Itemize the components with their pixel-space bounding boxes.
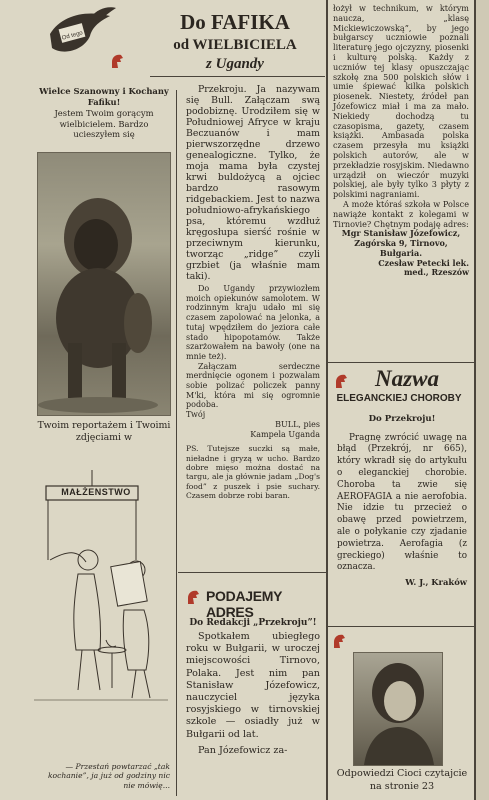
section-divider [328, 362, 474, 363]
horse-ornament-icon [330, 632, 348, 650]
letter-body-continued: Pan Józefowicz za- [198, 744, 288, 756]
letter-body: Spotkałem ubiegłego roku w Bułgarii, w uroczej miejscowości Tirnovo, Polaka. Jest nim pan Stanisław Józefowicz, nauczyciel języka rosyjskiego w tirnovskiej szkole — osiadły już w Bułgarii od lat. [186, 631, 320, 740]
footer-note: Odpowiedzi Cioci czytajcie na stronie 23 [336, 768, 468, 792]
address: Mgr Stanisław Józefowicz, Zagórska 9, Tirnovo, Bułgaria. [341, 228, 461, 258]
horse-ornament-icon [332, 372, 350, 390]
letter-salutation: Do Redakcji „Przekroju”! [189, 618, 317, 628]
horse-ornament-icon [108, 52, 126, 70]
signature-bull: BULL, pies Kampela Uganda [250, 420, 320, 440]
article-body-1: Przekroju. Ja nazywam się Bull. Załączam swą podobiznę. Urodziłem się w Południowej Afryce w kraju Beczuanów i mam pierwszorzędne drzewo genealogiczne. Tylko, że moja mama była czystej krwi buldożycą a ojciec bardzo rasowym ridgebackiem. Jest to nazwa południowo-afrykańskiego psa, któremu wzdłuż kręgosłupa sierść rośnie w przeciwnym kierunku, tworząc „ridge” czyli grzbiet (ja właśnie mam taki). [186, 84, 320, 282]
letter-body: Pragnę zwrócić uwagę na błąd (Przekrój, nr 665), który wkradł się do artykułu o eleganckiej chorobie. Choroba ta zwie się AEROFAGIA a nie aerofobia. Nie idzie tu przecież o obawę przed powietrzem, ale o połykanie czy zjadanie powietrza. Aerofagia (z greckiego) właśnie to oznacza. [337, 432, 467, 573]
article-intro: Jestem Twoim gorącym wielbicielem. Bardzo ucieszyłem się [54, 108, 154, 140]
section-divider [328, 626, 474, 627]
article-body-continued: łożył w technikum, w którym naucza, „klasę Mickiewiczowską”, by jego bułgarscy uczniowie poznali literaturę jego ojczyzny, piosenki i kulturę polską. Każdy z uczniów tej klasy opuszczając szkołę zna 500 polskich słów i umie śpiewać kilka polskich piosenek. Niestety, źródeł pan Józefowicz miał i ma za mało. Niekiedy dochodzą tu czasopisma, gazety, czasem książki. Ambasada polska czasem przesyła mu książki polskich autorów, ale w przekładzie rosyjskim. Niedawno urządził on wieczór muzyki polskiej, ale były tylko 3 płyty z polskimi nagraniami. [333, 3, 469, 200]
letter-signature: Czesław Petecki lek. med., Rzeszów [378, 257, 469, 278]
cartoon-sign: MAŁŻENSTWO [61, 487, 131, 497]
postscript: PS. Tutejsze suczki są małe, nieładne i gryzą w ucho. Bardzo dobre mięso można dostać na targu, ale ja głównie jadam „Dog's food” z puszek i psie suchary. Czasem dobrze robi baran. [186, 444, 320, 501]
section-divider [178, 572, 326, 573]
column-rule [176, 90, 177, 796]
article-title-nazwa: Nazwa [375, 366, 439, 391]
letter-signature: W. J., Kraków [405, 577, 467, 588]
horse-ornament-icon [184, 588, 202, 606]
article-body-2: Do Ugandy przywiozłem moich opiekunów samolotem. W rodzinnym kraju udało mi się czasem zapolować na jelonka, a tutaj wpędziłem do jeziora całe stado hipopotamów. Także szarżowałem na bawoły (one na mnie też). [186, 284, 320, 361]
article-title-line3: z Ugandy [206, 56, 264, 72]
column-rule [326, 0, 328, 800]
article-body-request: A może któraś szkoła w Polsce nawiąże kontakt z kolegami w Tirnovie? Chętnym podaję adres: [333, 198, 469, 229]
greeting: Wielce Szanowny i Kochany Fafiku! [39, 86, 169, 107]
stamp-text: Od tego nr [61, 28, 91, 42]
article-body-3: Załączam serdeczne merdnięcie ogonem i pozwalam sobie polizać policzek panny M'ki, która mi się ogromnie podoba. [186, 361, 320, 410]
signature-twoj: Twój [186, 410, 206, 420]
page-edge [476, 0, 489, 800]
portrait-photo [353, 652, 443, 766]
article-title-line1: Do FAFIKA [180, 10, 290, 34]
photo-caption: Twoim reportażem i Twoimi zdjęciami w [37, 420, 171, 443]
dog-photo [37, 152, 171, 416]
cartoon-caption: — Przestań powtarzać „tak kochanie”, ja już od godziny nic nie mówię... [47, 762, 170, 790]
article-subtitle: ELEGANCKIEJ CHOROBY [336, 393, 462, 404]
letter-salutation: Do Przekroju! [368, 414, 436, 424]
section-heading-podajemy-adres: PODAJEMY ADRES [206, 588, 282, 620]
article-title-line2: od WIELBICIELA [173, 37, 297, 53]
title-underline [150, 76, 325, 77]
